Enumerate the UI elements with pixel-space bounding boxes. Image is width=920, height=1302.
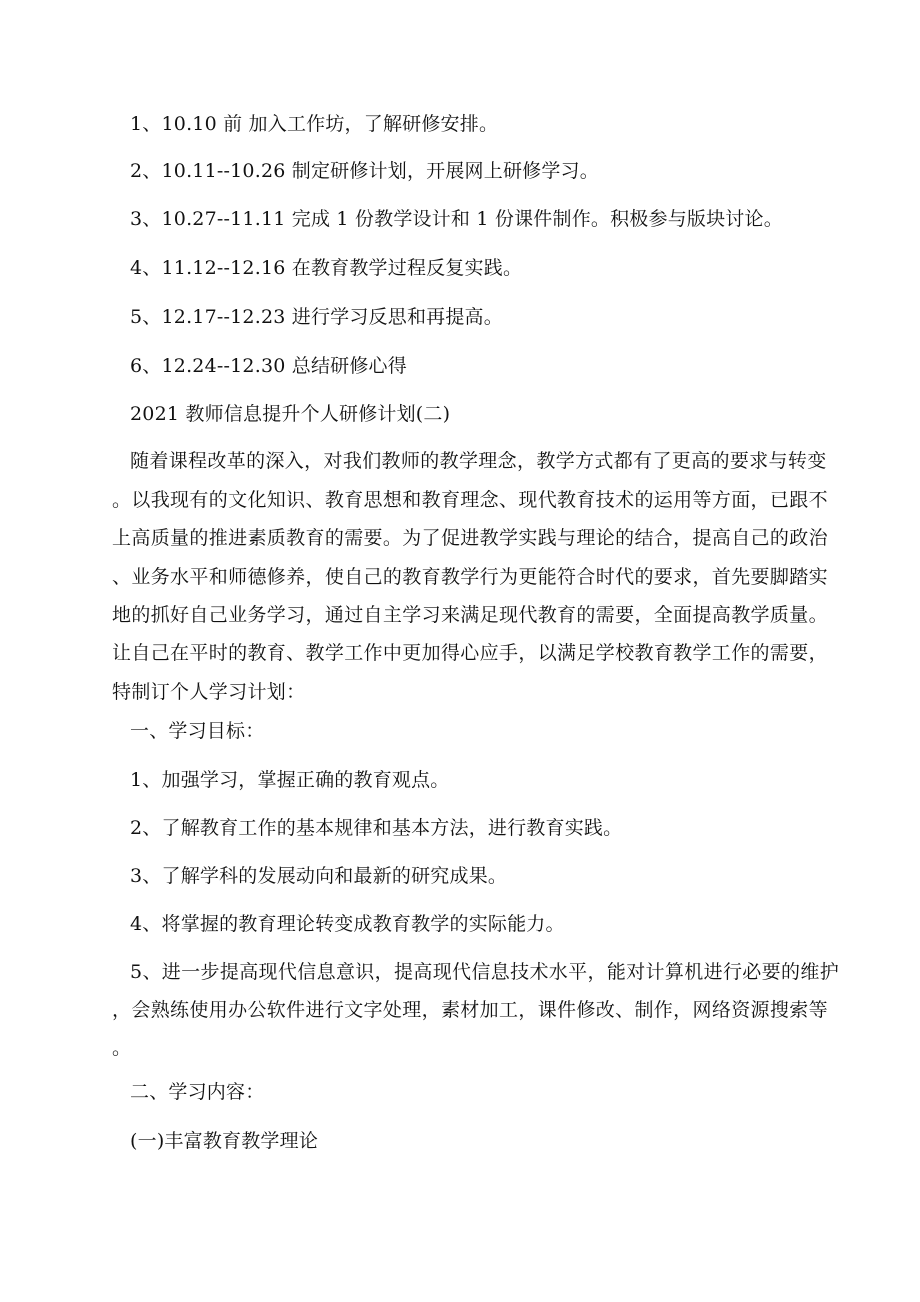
schedule-item-1: 1、10.10 前 加入工作坊，了解研修安排。 bbox=[130, 113, 499, 135]
goal-item-2: 2、了解教育工作的基本规律和基本方法，进行教育实践。 bbox=[130, 817, 623, 839]
section-title: 2021 教师信息提升个人研修计划(二) bbox=[130, 403, 451, 425]
schedule-item-2: 2、10.11--10.26 制定研修计划，开展网上研修学习。 bbox=[130, 160, 599, 182]
goal-item-5-line-2: ，会熟练使用办公软件进行文字处理，素材加工，课件修改、制作，网络资源搜索等 bbox=[112, 999, 828, 1021]
goal-item-5-line-3: 。 bbox=[112, 1037, 132, 1059]
goal-item-5-line-1: 5、进一步提高现代信息意识，提高现代信息技术水平，能对计算机进行必要的维护 bbox=[130, 961, 840, 983]
goal-item-3: 3、了解学科的发展动向和最新的研究成果。 bbox=[130, 865, 508, 887]
intro-line-6: 让自己在平时的教育、教学工作中更加得心应手，以满足学校教育教学工作的需要， bbox=[112, 642, 828, 664]
goal-item-1: 1、加强学习，掌握正确的教育观点。 bbox=[130, 769, 450, 791]
content-subheading: (一)丰富教育教学理论 bbox=[130, 1130, 319, 1152]
intro-line-4: 、业务水平和师德修养，使自己的教育教学行为更能符合时代的要求，首先要脚踏实 bbox=[112, 566, 828, 588]
intro-line-1: 随着课程改革的深入，对我们教师的教学理念，教学方式都有了更高的要求与转变 bbox=[130, 450, 827, 472]
schedule-item-5: 5、12.17--12.23 进行学习反思和再提高。 bbox=[130, 306, 503, 328]
content-heading: 二、学习内容： bbox=[130, 1081, 265, 1103]
intro-line-3: 上高质量的推进素质教育的需要。为了促进教学实践与理论的结合，提高自己的政治 bbox=[112, 527, 828, 549]
schedule-item-4: 4、11.12--12.16 在教育教学过程反复实践。 bbox=[130, 257, 523, 279]
intro-line-7: 特制订个人学习计划： bbox=[112, 681, 306, 703]
goal-item-4: 4、将掌握的教育理论转变成教育教学的实际能力。 bbox=[130, 913, 565, 935]
schedule-item-3: 3、10.27--11.11 完成 1 份教学设计和 1 份课件制作。积极参与版块讨论。 bbox=[130, 208, 783, 230]
goals-heading: 一、学习目标： bbox=[130, 720, 265, 742]
schedule-item-6: 6、12.24--12.30 总结研修心得 bbox=[130, 355, 407, 377]
intro-line-5: 地的抓好自己业务学习，通过自主学习来满足现代教育的需要，全面提高教学质量。 bbox=[112, 604, 828, 626]
intro-line-2: 。以我现有的文化知识、教育思想和教育理念、现代教育技术的运用等方面，已跟不 bbox=[112, 489, 828, 511]
